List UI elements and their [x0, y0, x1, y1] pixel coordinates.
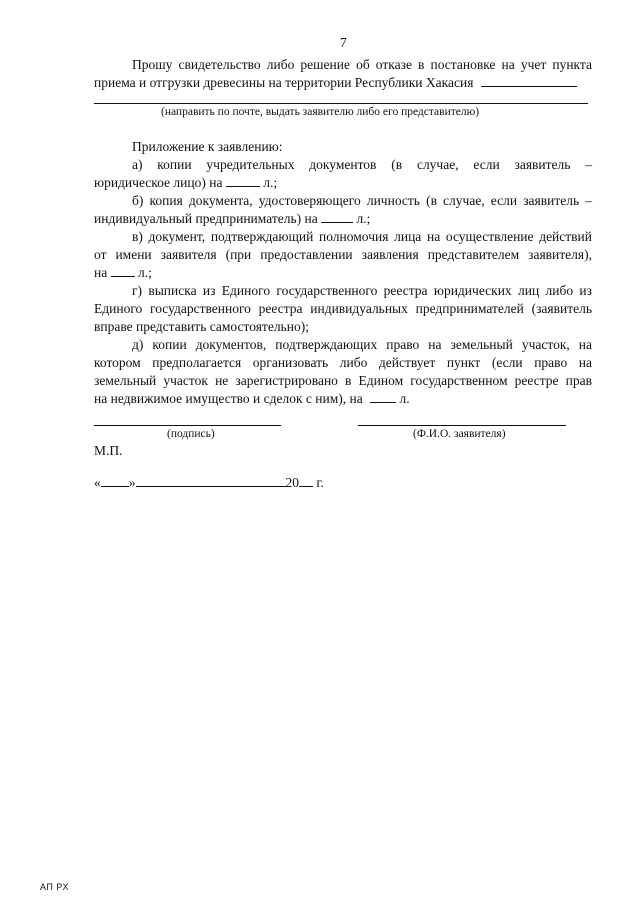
appendix-item-b-unit: л.; [356, 211, 371, 226]
pages-blank-b [321, 221, 353, 223]
appendix-item-b-line-1: б) копия документа, удостоверяющего личность (в случае, если заявитель – [132, 193, 592, 208]
date-year-prefix: 20 [285, 475, 299, 490]
name-line [358, 425, 566, 426]
date-year-blank [299, 485, 313, 487]
appendix-item-v-unit: л.; [137, 265, 152, 280]
delivery-blank-line [94, 103, 588, 104]
appendix-item-a-line-1: а) копии учредительных документов (в случае, если заявитель – [132, 157, 592, 172]
name-label: (Ф.И.О. заявителя) [413, 428, 506, 440]
appendix-item-v-text: на [94, 265, 108, 280]
page-number: 7 [340, 35, 347, 50]
appendix-item-d-unit: л. [399, 391, 410, 406]
appendix-item-a-unit: л.; [263, 175, 278, 190]
appendix-item-d-line-2: котором предполагается организовать либо действует пункт (если право на [94, 355, 592, 370]
appendix-item-g-line-3: вправе представить самостоятельно); [94, 319, 309, 334]
signature-label: (подпись) [167, 428, 215, 440]
footer-code: АП РХ [40, 882, 69, 892]
appendix-item-d-text: на недвижимое имущество и сделок с ним), на [94, 391, 363, 406]
appendix-item-b-line-2 [94, 211, 370, 227]
request-line-2 [94, 75, 577, 91]
request-line-2-text: приема и отгрузки древесины на территории Республики Хакасия [94, 75, 474, 90]
appendix-item-g-line-1: г) выписка из Единого государственного реестра юридических лиц либо из [132, 283, 592, 298]
pages-blank-d [370, 401, 396, 403]
date-month-blank [136, 485, 286, 487]
seal-label: М.П. [94, 443, 123, 458]
region-blank [481, 85, 577, 87]
signature-line [94, 425, 281, 426]
pages-blank-a [226, 185, 260, 187]
date-open-quote: « [94, 475, 101, 490]
date-year-suffix: г. [316, 475, 324, 490]
appendix-item-v-line-3 [94, 265, 152, 281]
appendix-item-a-text: юридическое лицо) на [94, 175, 223, 190]
appendix-item-a-line-2 [94, 175, 277, 191]
appendix-item-d-line-4 [94, 391, 410, 407]
request-line-1: Прошу свидетельство либо решение об отказе в постановке на учет пункта [132, 57, 592, 72]
appendix-item-v-line-1: в) документ, подтверждающий полномочия лица на осуществление действий [132, 229, 592, 244]
appendix-item-d-line-3: земельный участок не зарегистрировано в Едином государственном реестре прав [94, 373, 592, 388]
pages-blank-v [111, 275, 135, 277]
appendix-item-d-line-1: д) копии документов, подтверждающих право на земельный участок, на [132, 337, 592, 352]
date-day-blank [101, 485, 129, 487]
date-line [94, 475, 324, 491]
appendix-item-g-line-2: Единого государственного реестра индивидуальных предпринимателей (заявитель [94, 301, 592, 316]
date-close-quote: » [128, 475, 136, 490]
appendix-heading: Приложение к заявлению: [132, 139, 283, 154]
appendix-item-b-text: индивидуальный предприниматель) на [94, 211, 318, 226]
delivery-note: (направить по почте, выдать заявителю либо его представителю) [161, 106, 480, 118]
appendix-item-v-line-2: от имени заявителя (при предоставлении заявления представителем заявителя), [94, 247, 592, 262]
